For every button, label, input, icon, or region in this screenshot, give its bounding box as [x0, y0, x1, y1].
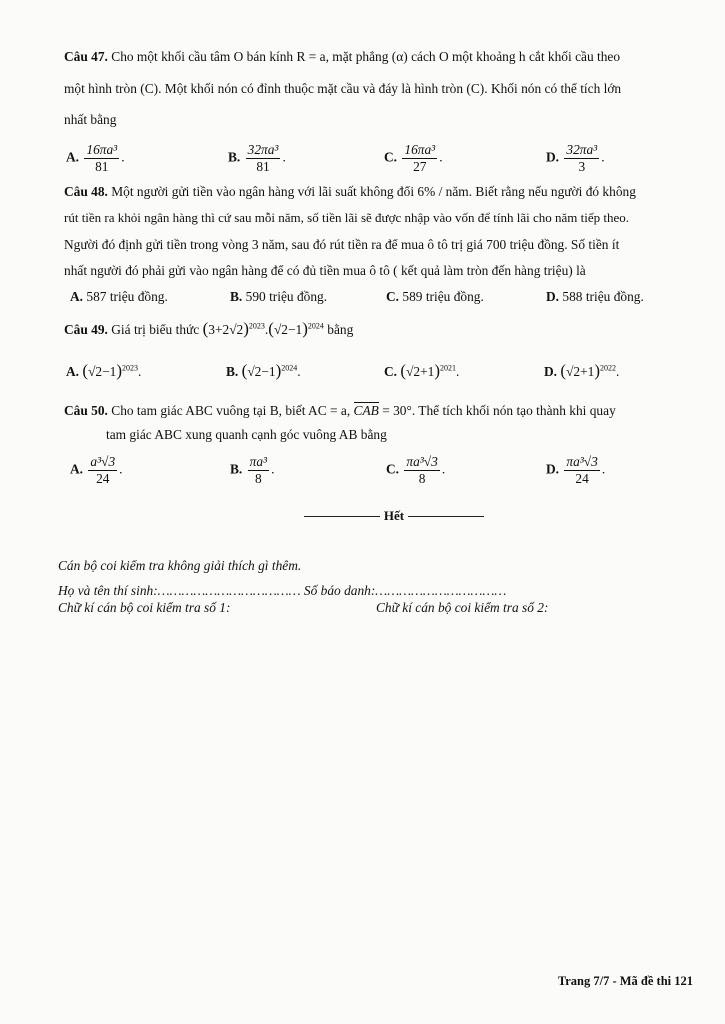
q48-text-1: Một người gửi tiền vào ngân hàng với lãi suất không đổi 6% / năm. Biết rằng nếu người đó không — [111, 184, 636, 199]
q47-line3: nhất bằng — [64, 112, 117, 127]
q50-option-a[interactable]: A. $\frac{\text{a³√3}}{24}$ . — [70, 454, 123, 486]
fraction: $\frac{\text{πa³}}{8}$ — [249, 454, 268, 486]
end-marker — [304, 508, 484, 524]
q50-line2: tam giác ABC xung quanh cạnh góc vuông AB bằng — [106, 427, 387, 442]
q50-option-b[interactable]: B. $\frac{\text{πa³}}{8}$ . — [230, 454, 275, 486]
page-number: Trang 7/7 - Mã đề thi 121 — [557, 974, 693, 988]
angle-cab: CAB — [353, 403, 379, 418]
q48-option-c[interactable]: C. 589 triệu đồng. — [386, 289, 484, 304]
q50-option-d[interactable]: D. $\frac{\text{πa³√3}}{24}$ . — [546, 454, 606, 486]
q50-option-c[interactable]: C. $\frac{\text{πa³√3}}{8}$ . — [386, 454, 446, 486]
q47-option-a[interactable]: A. $\frac{\text{16πa³}}{81}$ . — [66, 142, 125, 174]
divider — [408, 516, 484, 517]
q49-option-c[interactable]: C. $(√2+1)^{2021}$. — [384, 361, 460, 380]
q47-line1 — [64, 48, 620, 66]
divider — [304, 516, 380, 517]
fraction: $\frac{\text{πa³√3}}{24}$ — [566, 454, 598, 486]
candidate-info-line: Họ và tên thí sinh:……………………………… Số báo danh:…………………………… — [58, 583, 507, 598]
proctor-signature-1: Chữ kí cán bộ coi kiểm tra số 1: — [58, 600, 231, 615]
q47-option-c[interactable]: C. $\frac{\text{16πa³}}{27}$ . — [384, 142, 443, 174]
q48-label: Câu 48. — [64, 184, 108, 199]
q48-line3: Người đó định gửi tiền trong vòng 3 năm, sau đó rút tiền ra để mua ô tô trị giá 700 triệu đồng. Số tiền ít — [64, 237, 620, 252]
fraction: $\frac{\text{32πa³}}{3}$ — [566, 142, 598, 174]
fraction: $\frac{\text{16πa³}}{81}$ — [86, 142, 118, 174]
proctor-note: Cán bộ coi kiểm tra không giải thích gì thêm. — [58, 558, 302, 573]
fraction: $\frac{\text{a³√3}}{24}$ — [90, 454, 116, 486]
q48-line2: rút tiền ra khỏi ngân hàng thì cứ sau mỗi năm, số tiền lãi sẽ được nhập vào vốn để tính lãi cho năm tiếp theo. — [64, 210, 630, 225]
q48-option-b[interactable]: B. 590 triệu đồng. — [230, 289, 328, 304]
q47-option-b[interactable]: B. $\frac{\text{32πa³}}{81}$ . — [228, 142, 286, 174]
q47-text-1: Cho một khối cầu tâm O bán kính R = a, mặt phẳng (α) cách O một khoảng h cắt khối cầu theo — [111, 49, 621, 64]
fraction: $\frac{\text{16πa³}}{27}$ — [404, 142, 436, 174]
q49-label: Câu 49. — [64, 322, 108, 337]
q47-label: Câu 47. — [64, 49, 108, 64]
q48-option-a[interactable]: A. 587 triệu đồng. — [70, 289, 168, 304]
q48-line1 — [64, 183, 636, 201]
q50-label: Câu 50. — [64, 403, 108, 418]
fraction: $\frac{\text{πa³√3}}{8}$ — [406, 454, 438, 486]
q49-line1: Câu 49. Giá trị biểu thức $(3+2√2)^{2023}.(√2-1)^{2024}$ bằng — [64, 319, 354, 338]
fraction: $\frac{\text{32πa³}}{81}$ — [247, 142, 279, 174]
q47-line2: một hình tròn (C). Một khối nón có đỉnh thuộc mặt cầu và đáy là hình tròn (C). Khối nón có thể tích lớn — [64, 81, 622, 96]
end-text: Hết — [383, 508, 405, 523]
q49-option-a[interactable]: A. $(√2-1)^{2023}$. — [66, 361, 142, 380]
q48-option-d[interactable]: D. 588 triệu đồng. — [546, 289, 644, 304]
q47-option-d[interactable]: D. $\frac{\text{32πa³}}{3}$ . — [546, 142, 605, 174]
q50-line1: Câu 50. Cho tam giác ABC vuông tại B, biết AC = a, CAB = 30°. Thể tích khối nón tạo thành khi quay — [64, 403, 616, 418]
proctor-signature-2: Chữ kí cán bộ coi kiểm tra số 2: — [376, 600, 549, 615]
q48-line4: nhất người đó phải gửi vào ngân hàng để có đủ tiền mua ô tô ( kết quả làm tròn đến hàng triệu) là — [64, 263, 586, 278]
q49-option-b[interactable]: B. $(√2-1)^{2024}$. — [226, 361, 301, 380]
q49-option-d[interactable]: D. $(√2+1)^{2022}$. — [544, 361, 620, 380]
